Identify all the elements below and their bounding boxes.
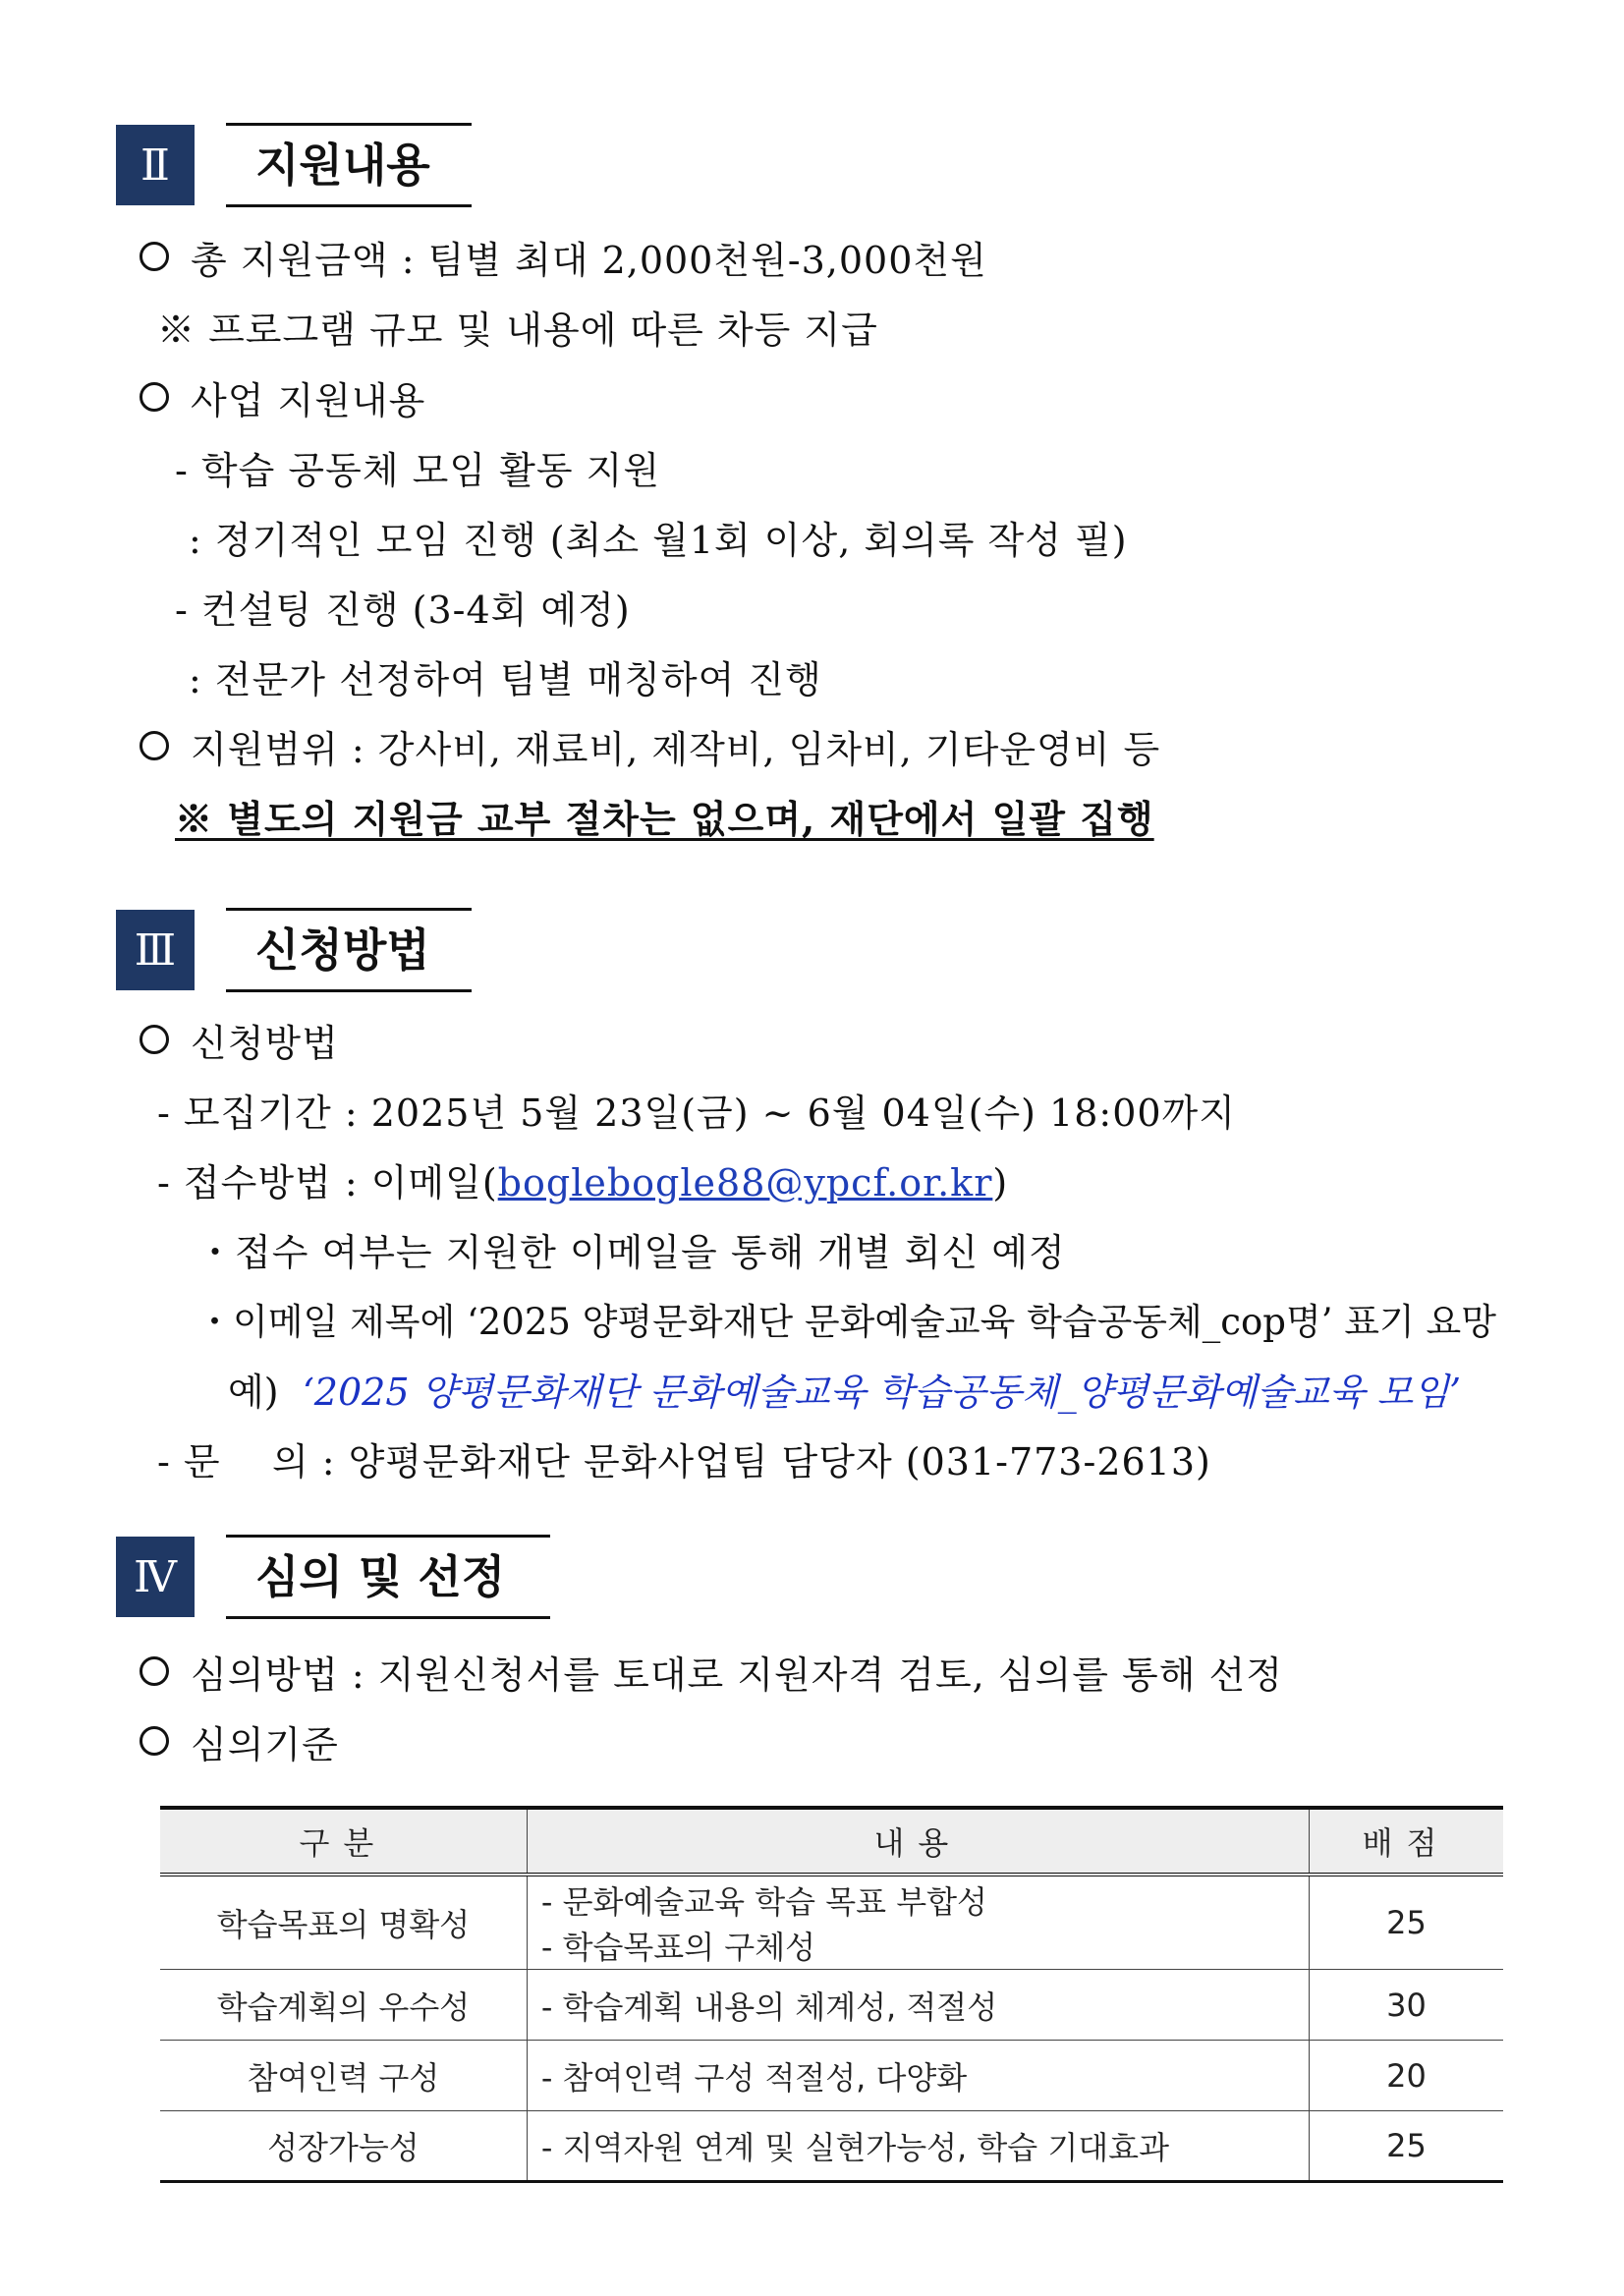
- note-differential: ※ 프로그램 규모 및 내용에 따른 차등 지급: [157, 308, 878, 352]
- bullet-support-scope: 지원범위 : 강사비, 재료비, 제작비, 임차비, 기타운영비 등: [140, 727, 1160, 772]
- bullet-total-amount: 총 지원금액 : 팀별 최대 2,000천원-3,000천원: [140, 238, 987, 283]
- cell-category: 학습목표의 명확성: [160, 1875, 527, 1970]
- header-content: 내용: [527, 1808, 1309, 1875]
- cell-content: - 지역자원 연계 및 실현가능성, 학습 기대효과: [527, 2111, 1309, 2182]
- item-regular-meeting: : 정기적인 모임 진행 (최소 월1회 이상, 회의록 작성 필): [189, 519, 1128, 562]
- bullet-application-method: 신청방법: [140, 1021, 339, 1066]
- item-submission-method: - 접수방법 : 이메일(boglebogle88@ypcf.or.kr): [157, 1161, 1009, 1204]
- cell-content: - 학습계획 내용의 체계성, 적절성: [527, 1970, 1309, 2041]
- cell-content: - 문화예술교육 학습 목표 부합성 - 학습목표의 구체성: [527, 1875, 1309, 1970]
- header-category: 구분: [160, 1808, 527, 1875]
- table-row: [160, 1875, 1503, 1970]
- item-learning-community: - 학습 공동체 모임 활동 지원: [175, 449, 661, 492]
- note-no-grant-procedure: ※ 별도의 지원금 교부 절차는 없으며, 재단에서 일괄 집행: [175, 797, 1154, 841]
- section-iii-header: [116, 908, 705, 990]
- circle-bullet-icon: [140, 1656, 169, 1686]
- section-title: 신청방법: [226, 908, 472, 992]
- section-number-badge: Ⅱ: [116, 125, 195, 205]
- circle-bullet-icon: [140, 1726, 169, 1756]
- header-score: 배점: [1309, 1808, 1503, 1875]
- bullet-support-content: 사업 지원내용: [140, 378, 425, 423]
- item-consulting: - 컨설팅 진행 (3-4회 예정): [175, 588, 631, 632]
- circle-bullet-icon: [140, 242, 169, 271]
- section-title: 심의 및 선정: [226, 1535, 550, 1619]
- email-link[interactable]: boglebogle88@ypcf.or.kr: [497, 1161, 993, 1204]
- cell-score: 25: [1309, 1875, 1503, 1970]
- section-number-badge: Ⅳ: [116, 1537, 195, 1617]
- section-title: 지원내용: [226, 123, 472, 207]
- table-header-row: [160, 1808, 1503, 1875]
- cell-category: 참여인력 구성: [160, 2041, 527, 2111]
- cell-category: 성장가능성: [160, 2111, 527, 2182]
- circle-bullet-icon: [140, 731, 169, 760]
- example-subject: ‘2025 양평문화재단 문화예술교육 학습공동체_양평문화예술교육 모임’: [302, 1371, 1462, 1414]
- item-reply-notice: ・접수 여부는 지원한 이메일을 통해 개별 회신 예정: [196, 1231, 1066, 1274]
- cell-category: 학습계획의 우수성: [160, 1970, 527, 2041]
- table-row: [160, 2111, 1503, 2182]
- cell-content: - 참여인력 구성 적절성, 다양화: [527, 2041, 1309, 2111]
- bullet-review-criteria: 심의기준: [140, 1722, 339, 1767]
- circle-bullet-icon: [140, 382, 169, 412]
- table-row: [160, 2041, 1503, 2111]
- bullet-review-method: 심의방법 : 지원신청서를 토대로 지원자격 검토, 심의를 통해 선정: [140, 1652, 1283, 1698]
- item-subject-example: 예) ‘2025 양평문화재단 문화예술교육 학습공동체_양평문화예술교육 모임’: [228, 1371, 1462, 1414]
- item-inquiry: - 문 의 : 양평문화재단 문화사업팀 담당자 (031-773-2613): [157, 1440, 1211, 1484]
- item-recruitment-period: - 모집기간 : 2025년 5월 23일(금) ~ 6월 04일(수) 18:00까지: [157, 1092, 1236, 1135]
- section-iv-header: [116, 1535, 705, 1617]
- cell-score: 30: [1309, 1970, 1503, 2041]
- circle-bullet-icon: [140, 1025, 169, 1054]
- cell-score: 25: [1309, 2111, 1503, 2182]
- table-row: [160, 1970, 1503, 2041]
- cell-score: 20: [1309, 2041, 1503, 2111]
- item-expert-matching: : 전문가 선정하여 팀별 매칭하여 진행: [189, 658, 822, 701]
- section-ii-header: [116, 123, 705, 205]
- criteria-table: [160, 1806, 1503, 2183]
- section-number-badge: Ⅲ: [116, 910, 195, 990]
- item-email-subject: ・이메일 제목에 ‘2025 양평문화재단 문화예술교육 학습공동체_cop명’ 표기 요망: [196, 1301, 1496, 1343]
